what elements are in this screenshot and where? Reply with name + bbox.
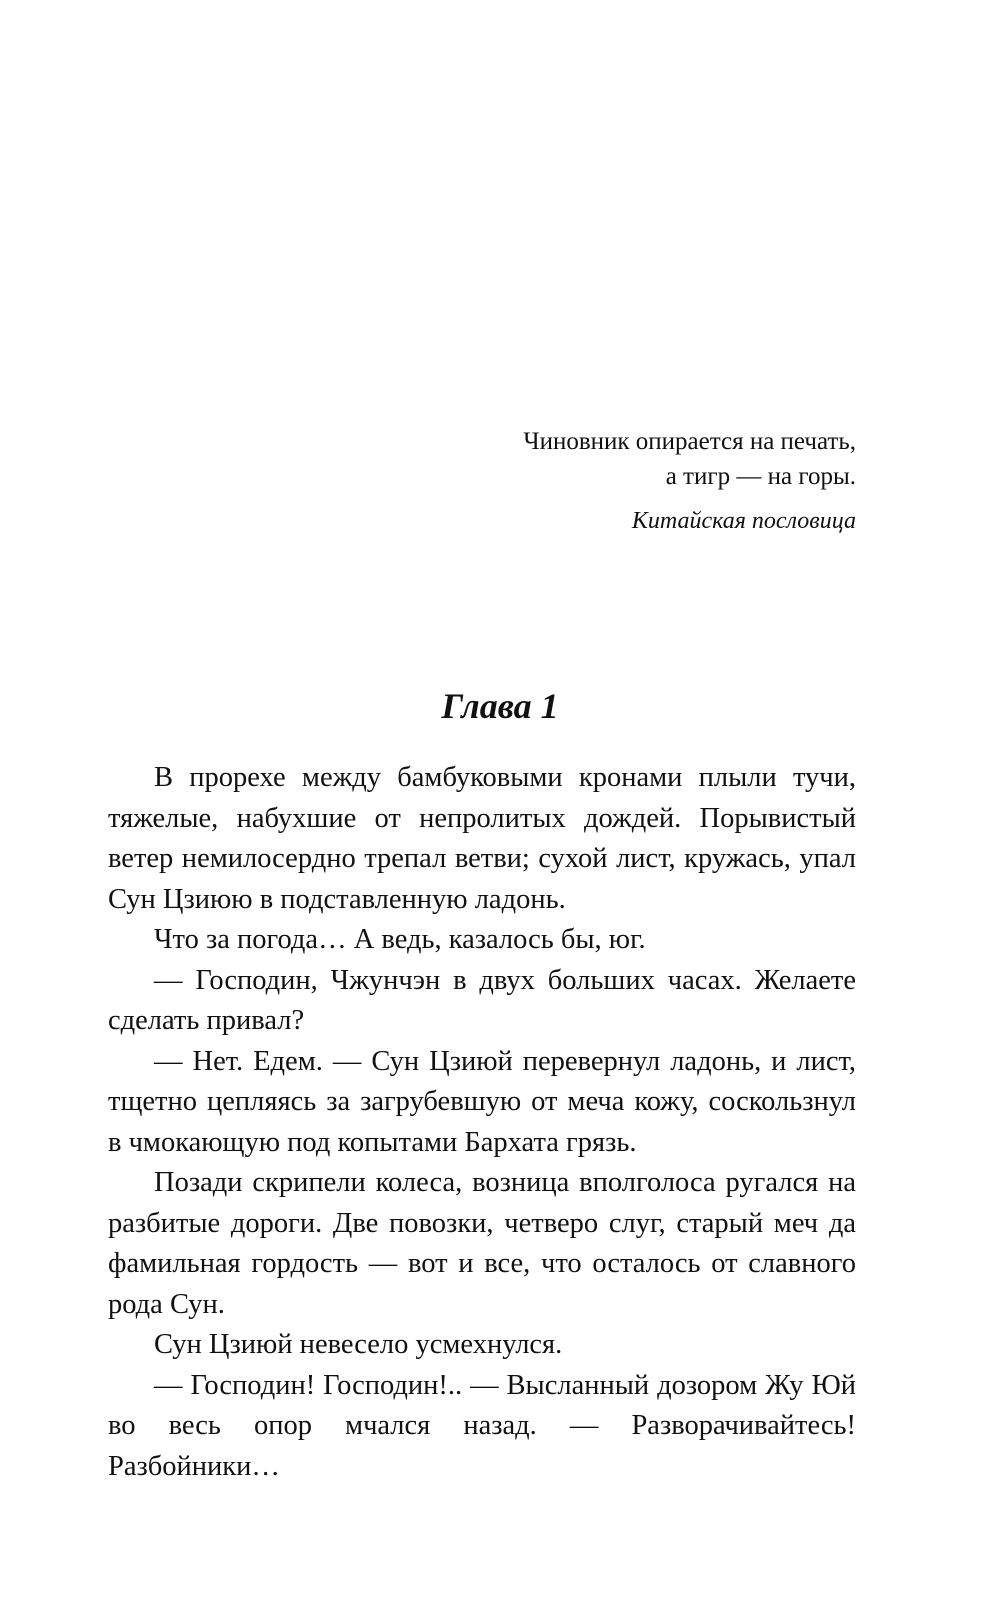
chapter-title: Глава 1	[441, 686, 559, 726]
epigraph-line: а тигр — на горы.	[665, 463, 856, 490]
paragraph: Позади скрипели колеса, возница вполголоса ругался на разбитые дороги. Две повозки, четверо слуг, старый меч да фамильная гордость — вот и все, что осталось от славного рода Сун.	[108, 1167, 856, 1320]
paragraph: В прорехе между бамбуковыми кронами плыли тучи, тяжелые, набухшие от непролитых дождей. Порывистый ветер немилосердно трепал ветви; сухой лист, кружась, упал Сун Цзиюю в подставленную ладонь.	[108, 762, 856, 915]
paragraph: Что за погода… А ведь, казалось бы, юг.	[154, 924, 646, 955]
paragraph: — Господин, Чжунчэн в двух больших часах. Желаете сделать привал?	[108, 964, 856, 1036]
paragraph: — Нет. Едем. — Сун Цзиюй перевернул ладонь, и лист, тщетно цепляясь за загрубевшую от меча кожу, соскользнул в чмокающую под копытами Бархата грязь.	[108, 1045, 856, 1158]
paragraph: Сун Цзиюй невесело усмехнулся.	[154, 1329, 563, 1360]
epigraph-source: Китайская пословица	[631, 508, 856, 534]
epigraph	[336, 424, 856, 539]
chapter-body	[108, 758, 856, 1487]
epigraph-line: Чиновник опирается на печать,	[523, 428, 856, 455]
paragraph: — Господин! Господин!.. — Высланный дозором Жу Юй во весь опор мчался назад. — Разворачивайтесь! Разбойники…	[108, 1369, 856, 1482]
